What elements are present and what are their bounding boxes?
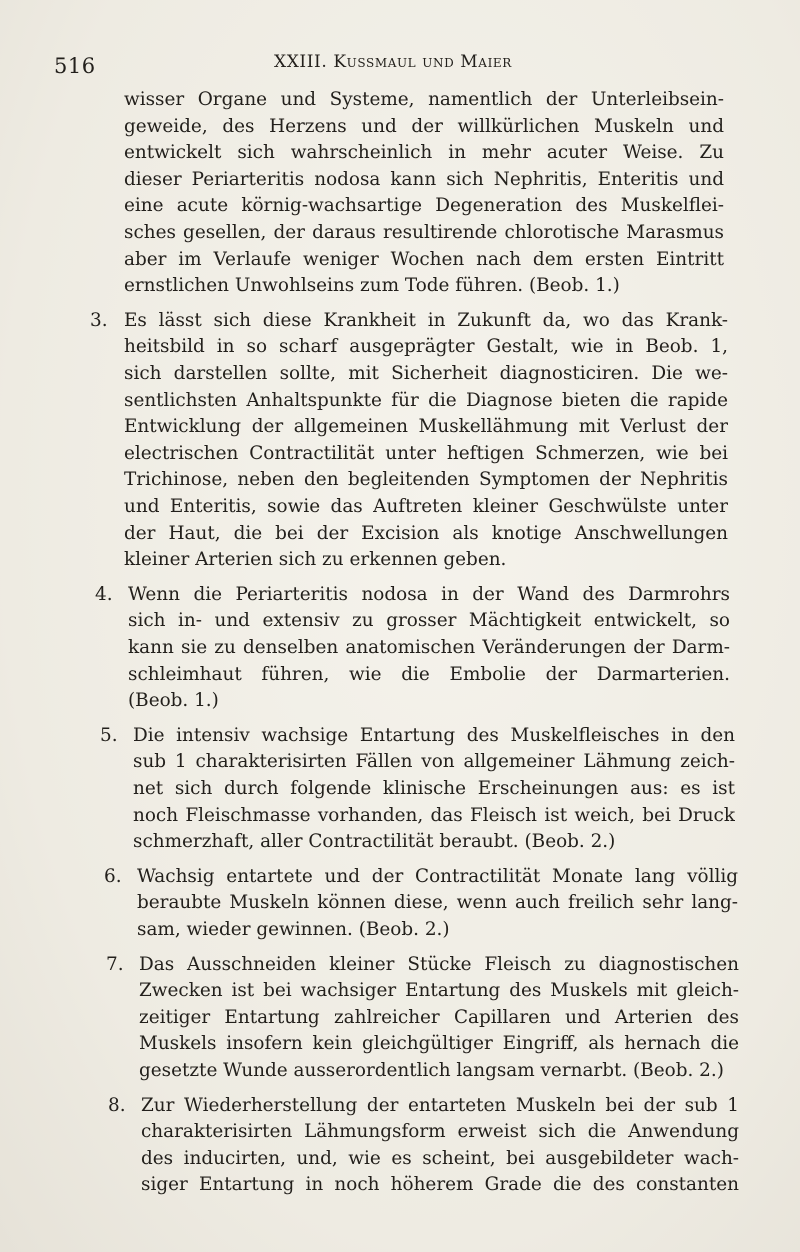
text-line: wisser Organe und Systeme, namentlich der Unterleibsein- — [124, 89, 724, 110]
text-line: Die intensiv wachsige Entartung des Muskelfleisches in den — [133, 724, 735, 746]
text-line: schleimhaut führen, wie die Embolie der Darmarterien. — [128, 663, 730, 685]
page-number: 516 — [54, 54, 96, 78]
text-line: dieser Periarteritis nodosa kann sich Nephritis, Enteritis und — [124, 168, 724, 190]
text-line: des inducirten, und, wie es scheint, bei ausgebildeter wach- — [141, 1147, 739, 1169]
text-line: schmerzhaft, aller Contractilität beraubt. (Beob. 2.) — [133, 831, 616, 853]
text-line: sches gesellen, der daraus resultirende chlorotische Marasmus — [124, 222, 724, 243]
item-number: 7. — [106, 953, 124, 975]
text-line: sich darstellen sollte, mit Sicherheit diagnosticiren. Die we- — [124, 363, 728, 384]
text-line: heitsbild in so scharf ausgeprägter Gestalt, wie in Beob. 1, — [124, 336, 728, 358]
text-line: Muskels insofern kein gleichgültiger Eingriff, als hernach die — [139, 1033, 739, 1055]
text-line: kann sie zu denselben anatomischen Veränderungen der Darm- — [128, 637, 730, 658]
text-line: Wenn die Periarteritis nodosa in der Wand des Darmrohrs — [128, 583, 730, 605]
text-line: sich in- und extensiv zu grosser Mächtigkeit entwickelt, so — [128, 610, 730, 632]
text-line: ernstlichen Unwohlseins zum Tode führen. (Beob. 1.) — [124, 275, 620, 297]
text-line: noch Fleischmasse vorhanden, das Fleisch ist weich, bei Druck — [133, 804, 735, 826]
item-number: 8. — [108, 1094, 126, 1116]
text-line: beraubte Muskeln können diese, wenn auch freilich sehr lang- — [137, 892, 738, 914]
text-line: electrischen Contractilität unter heftigen Schmerzen, wie bei — [124, 442, 728, 464]
running-head-roman: XXIII. — [274, 52, 328, 72]
text-line: entwickelt sich wahrscheinlich in mehr acuter Weise. Zu — [124, 142, 724, 164]
text-line: Zur Wiederherstellung der entarteten Muskeln bei der sub 1 — [141, 1094, 739, 1116]
item-number: 6. — [104, 865, 122, 887]
text-line: charakterisirten Lähmungsform erweist sich die Anwendung — [141, 1121, 739, 1143]
text-line: gesetzte Wunde ausserordentlich langsam vernarbt. (Beob. 2.) — [139, 1060, 724, 1081]
text-line: (Beob. 1.) — [128, 690, 219, 712]
item-number: 3. — [90, 309, 108, 331]
text-line: Das Ausschneiden kleiner Stücke Fleisch zu diagnostischen — [139, 953, 739, 975]
text-line: eine acute körnig-wachsartige Degeneration des Muskelflei- — [124, 195, 724, 217]
text-line: Wachsig entartete und der Contractilität Monate lang völlig — [137, 865, 738, 887]
page-header — [0, 48, 800, 78]
text-line: Es lässt sich diese Krankheit in Zukunft da, wo das Krank- — [124, 309, 728, 331]
text-line: Entwicklung der allgemeinen Muskellähmung mit Verlust der — [124, 416, 728, 438]
text-line: sub 1 charakterisirten Fällen von allgemeiner Lähmung zeich- — [133, 751, 735, 773]
text-line: siger Entartung in noch höherem Grade die des constanten — [141, 1174, 739, 1196]
text-line: und Enteritis, sowie das Auftreten kleiner Geschwülste unter — [124, 496, 728, 517]
running-head — [274, 52, 512, 72]
text-line: sentlichsten Anhaltspunkte für die Diagnose bieten die rapide — [124, 389, 728, 411]
item-number: 5. — [100, 724, 118, 746]
text-line: kleiner Arterien sich zu erkennen geben. — [124, 549, 507, 571]
text-line: sam, wieder gewinnen. (Beob. 2.) — [137, 919, 450, 940]
running-head-authors: Kussmaul und Maier — [333, 52, 512, 72]
text-line: zeitiger Entartung zahlreicher Capillaren und Arterien des — [139, 1006, 739, 1028]
text-line: der Haut, die bei der Excision als knotige Anschwellungen — [124, 522, 728, 544]
text-line: geweide, des Herzens und der willkürlichen Muskeln und — [124, 115, 724, 137]
text-line: aber im Verlaufe weniger Wochen nach dem ersten Eintritt — [124, 248, 724, 270]
item-number: 4. — [95, 583, 113, 605]
text-line: Trichinose, neben den begleitenden Symptomen der Nephritis — [124, 469, 728, 491]
text-line: Zwecken ist bei wachsiger Entartung des Muskels mit gleich- — [139, 980, 739, 1002]
text-line: net sich durch folgende klinische Erscheinungen aus: es ist — [133, 778, 735, 799]
